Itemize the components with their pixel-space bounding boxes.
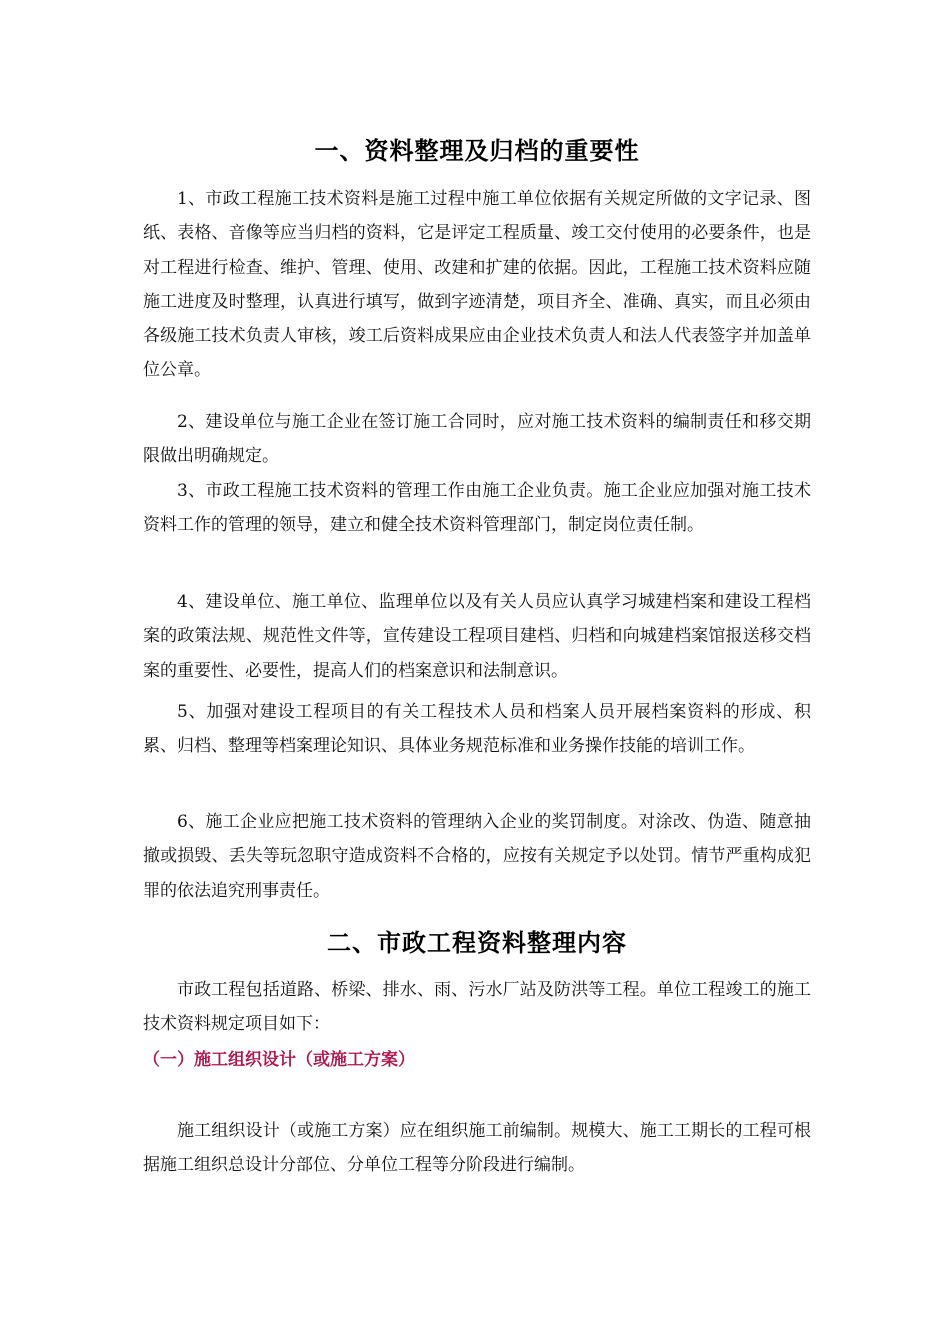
paragraph-3: 3、市政工程施工技术资料的管理工作由施工企业负责。施工企业应加强对施工技术资料工作的管理的领导，建立和健全技术资料管理部门，制定岗位责任制。 [143, 481, 811, 536]
paragraph-2: 2、建设单位与施工企业在签订施工合同时，应对施工技术资料的编制责任和移交期限做出明确规定。 [143, 412, 811, 467]
subsection-heading: （一）施工组织设计（或施工方案） [143, 1050, 415, 1070]
paragraph-5: 5、加强对建设工程项目的有关工程技术人员和档案人员开展档案资料的形成、积累、归档、整理等档案理论知识、具体业务规范标准和业务操作技能的培训工作。 [143, 702, 811, 757]
subsection-text: 施工组织设计（或施工方案）应在组织施工前编制。规模大、施工工期长的工程可根据施工组织总设计分部位、分单位工程等分阶段进行编制。 [143, 1121, 811, 1176]
paragraph-6: 6、施工企业应把施工技术资料的管理纳入企业的奖罚制度。对涂改、伪造、随意抽撤或损毁、丢失等玩忽职守造成资料不合格的，应按有关规定予以处罚。情节严重构成犯罪的依法追究刑事责任。 [143, 812, 811, 901]
section-1-title: 一、资料整理及归档的重要性 [314, 137, 640, 165]
paragraph-4: 4、建设单位、施工单位、监理单位以及有关人员应认真学习城建档案和建设工程档案的政策法规、规范性文件等，宣传建设工程项目建档、归档和向城建档案馆报送移交档案的重要性、必要性，提高人们的档案意识和法制意识。 [143, 592, 811, 681]
paragraph-1: 1、市政工程施工技术资料是施工过程中施工单位依据有关规定所做的文字记录、图纸、表格、音像等应当归档的资料，它是评定工程质量、竣工交付使用的必要条件，也是对工程进行检查、维护、管理、使用、改建和扩建的依据。因此，工程施工技术资料应随施工进度及时整理，认真进行填写，做到字迹清楚，项目齐全、准确、真实，而且必须由各级施工技术负责人审核，竣工后资料成果应由企业技术负责人和法人代表签字并加盖单位公章。 [143, 189, 811, 381]
section-2-intro: 市政工程包括道路、桥梁、排水、雨、污水厂站及防洪等工程。单位工程竣工的施工技术资料规定项目如下： [143, 980, 811, 1035]
section-2-title: 二、市政工程资料整理内容 [327, 929, 627, 957]
